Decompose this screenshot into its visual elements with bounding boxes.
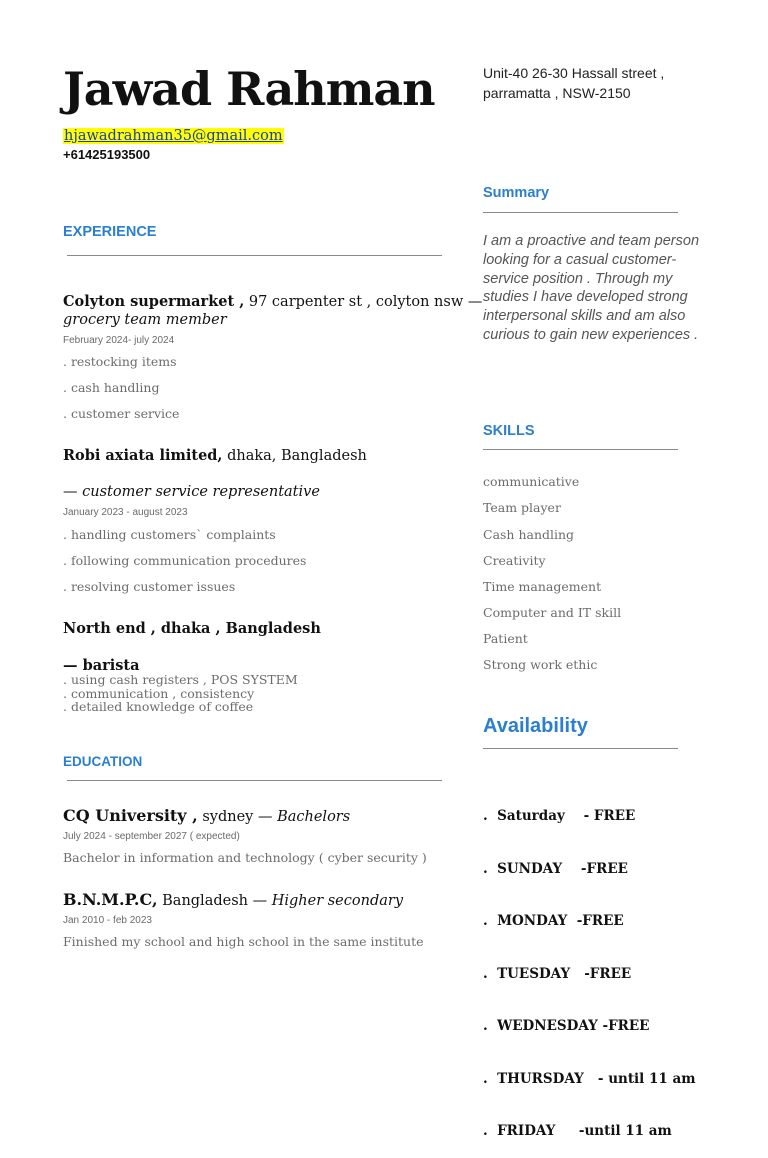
email-link[interactable]: hjawadrahman35@gmail.com [64,128,283,144]
job-2-header [63,447,367,464]
education-1-school: CQ University , [63,806,198,825]
resume-name: Jawad Rahman [63,62,435,116]
education-2-degree: Higher secondary [271,893,404,909]
availability-item: . WEDNESDAY -FREE [483,1018,650,1034]
list-item: . resolving customer issues [63,579,236,594]
skill-item: Creativity [483,553,546,568]
education-1-location: sydney — [197,809,278,825]
job-2-location: dhaka, Bangladesh [222,448,367,464]
education-1-detail: Bachelor in information and technology ( cyber security ) [63,850,427,865]
job-1-dates: February 2024- july 2024 [63,335,175,346]
experience-heading: EXPERIENCE [63,224,157,240]
availability-item: . FRIDAY -until 11 am [483,1123,672,1139]
availability-item: . MONDAY -FREE [483,913,624,929]
skill-item: communicative [483,474,580,489]
summary-heading: Summary [483,185,550,201]
job-3-items [63,673,298,714]
summary-divider [483,212,678,213]
availability-heading: Availability [483,715,588,737]
availability-item: . SUNDAY -FREE [483,860,628,877]
skill-item: Cash handling [483,527,575,542]
list-item: . customer service [63,406,180,421]
job-3-dash: — [63,657,83,674]
availability-divider [483,748,678,749]
skill-item: Time management [483,579,602,594]
education-2-school: B.N.M.P.C, [63,890,158,909]
list-item: . communication , consistency [63,685,255,701]
job-2-company: Robi axiata limited, [63,447,223,464]
experience-divider [67,255,442,256]
skill-item: Patient [483,631,528,646]
job-1-location: 97 carpenter st , colyton nsw — [244,294,483,310]
phone-number: +61425193500 [63,147,151,162]
availability-item: . THURSDAY - until 11 am [483,1070,696,1087]
education-1-header [63,806,350,825]
skill-item: Computer and IT skill [483,605,622,620]
skills-divider [483,449,678,450]
list-item: . handling customers` complaints [63,527,276,542]
job-2-role-line [63,484,320,500]
summary-text: I am a proactive and team person looking for a casual customer- service position . Through my studies I have developed strong interpersonal skills and am also curious to gain new experiences . [483,233,700,343]
list-item: . using cash registers , POS SYSTEM [63,672,298,687]
job-1-company: Colyton supermarket , [63,293,245,310]
education-2-header [63,890,403,909]
job-3-company: North end , dhaka , Bangladesh [63,620,321,637]
education-heading: EDUCATION [63,754,143,769]
job-1-header [63,293,482,310]
job-2-dash: — [63,484,83,500]
skills-heading: SKILLS [483,423,535,439]
job-1-role: grocery team member [63,312,227,328]
education-2-detail: Finished my school and high school in the same institute [63,934,424,949]
list-item: . cash handling [63,380,160,395]
list-item: . following communication procedures [63,553,307,568]
address-line-2: parramatta , NSW-2150 [483,85,631,101]
job-2-role: customer service representative [82,484,320,500]
skill-item: Team player [483,500,561,515]
availability-item: . TUESDAY -FREE [483,965,632,982]
list-item: . restocking items [63,354,177,369]
list-item: . detailed knowledge of coffee [63,699,254,714]
education-divider [67,780,442,781]
address [483,63,723,103]
skill-item: Strong work ethic [483,657,598,672]
job-3-role: barista [82,657,140,674]
education-1-degree: Bachelors [277,809,351,825]
education-1-dates: July 2024 - september 2027 ( expected) [63,831,240,842]
address-line-1: Unit-40 26-30 Hassall street , [483,65,665,81]
job-2-dates: January 2023 - august 2023 [63,507,188,518]
education-2-dates: Jan 2010 - feb 2023 [63,915,152,926]
availability-list [483,773,696,1158]
education-2-location: Bangladesh — [157,893,272,909]
availability-item: . Saturday - FREE [483,808,636,824]
